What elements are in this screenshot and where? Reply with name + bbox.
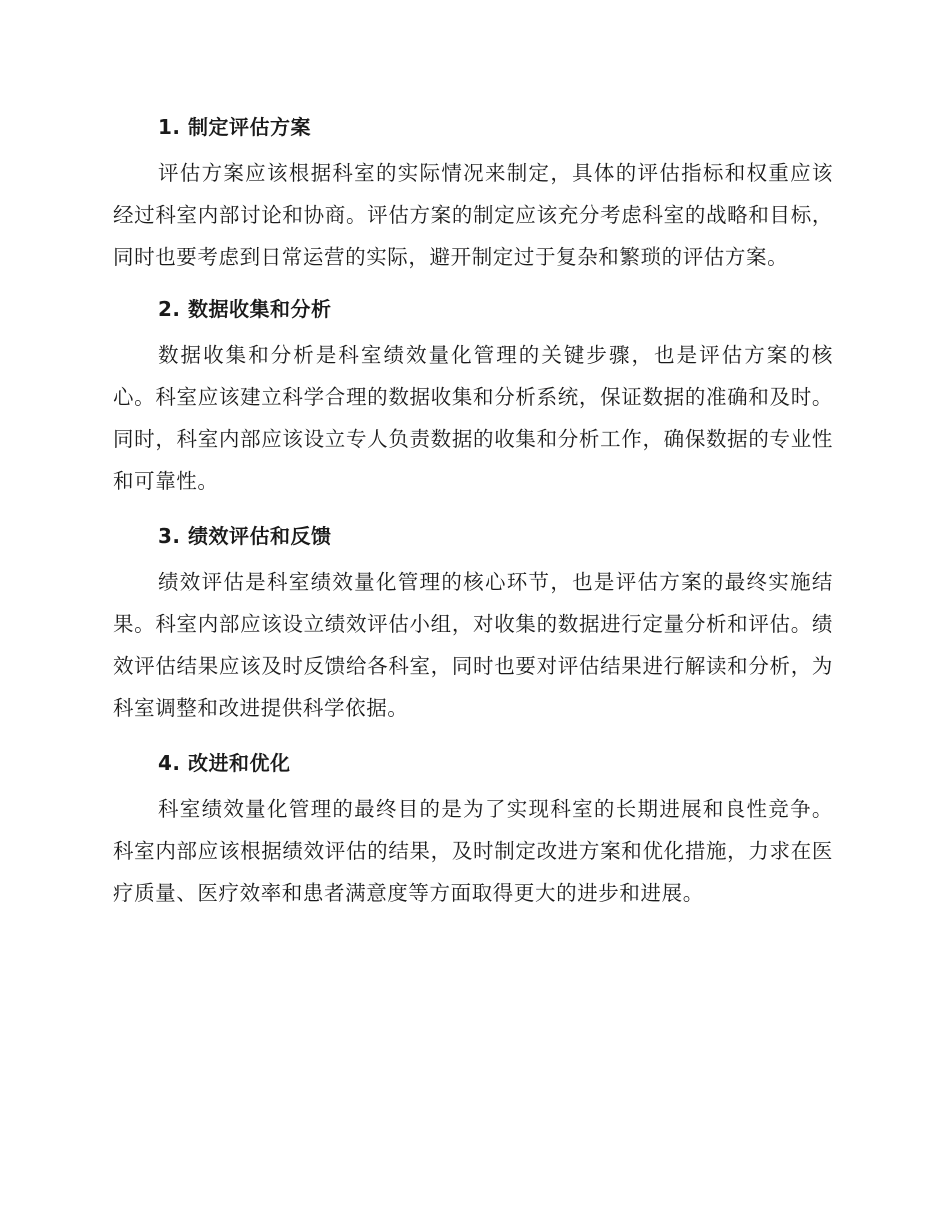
section-paragraph: 绩效评估是科室绩效量化管理的核心环节，也是评估方案的最终实施结果。科室内部应该设立绩效评估小组，对收集的数据进行定量分析和评估。绩效评估结果应该及时反馈给各科室，同时也要对评估结果进行解读和分析，为科室调整和改进提供科学依据。 — [113, 570, 833, 720]
section-performance-evaluation — [113, 517, 833, 741]
section-improvement — [113, 744, 833, 926]
document-body — [113, 108, 833, 929]
section-paragraph: 科室绩效量化管理的最终目的是为了实现科室的长期进展和良性竞争。科室内部应该根据绩效评估的结果，及时制定改进方案和优化措施，力求在医疗质量、医疗效率和患者满意度等方面取得更大的进步和进展。 — [113, 797, 833, 905]
section-heading: 3. 绩效评估和反馈 — [158, 524, 332, 548]
section-heading: 4. 改进和优化 — [158, 751, 291, 775]
section-data-collection — [113, 290, 833, 514]
section-paragraph: 数据收集和分析是科室绩效量化管理的关键步骤，也是评估方案的核心。科室应该建立科学合理的数据收集和分析系统，保证数据的准确和及时。同时，科室内部应该设立专人负责数据的收集和分析工作，确保数据的专业性和可靠性。 — [113, 343, 833, 493]
section-heading: 1. 制定评估方案 — [158, 115, 311, 139]
section-evaluation-plan — [113, 108, 833, 290]
section-heading: 2. 数据收集和分析 — [158, 297, 332, 321]
section-paragraph: 评估方案应该根据科室的实际情况来制定，具体的评估指标和权重应该经过科室内部讨论和协商。评估方案的制定应该充分考虑科室的战略和目标，同时也要考虑到日常运营的实际，避开制定过于复杂和繁琐的评估方案。 — [113, 161, 833, 269]
